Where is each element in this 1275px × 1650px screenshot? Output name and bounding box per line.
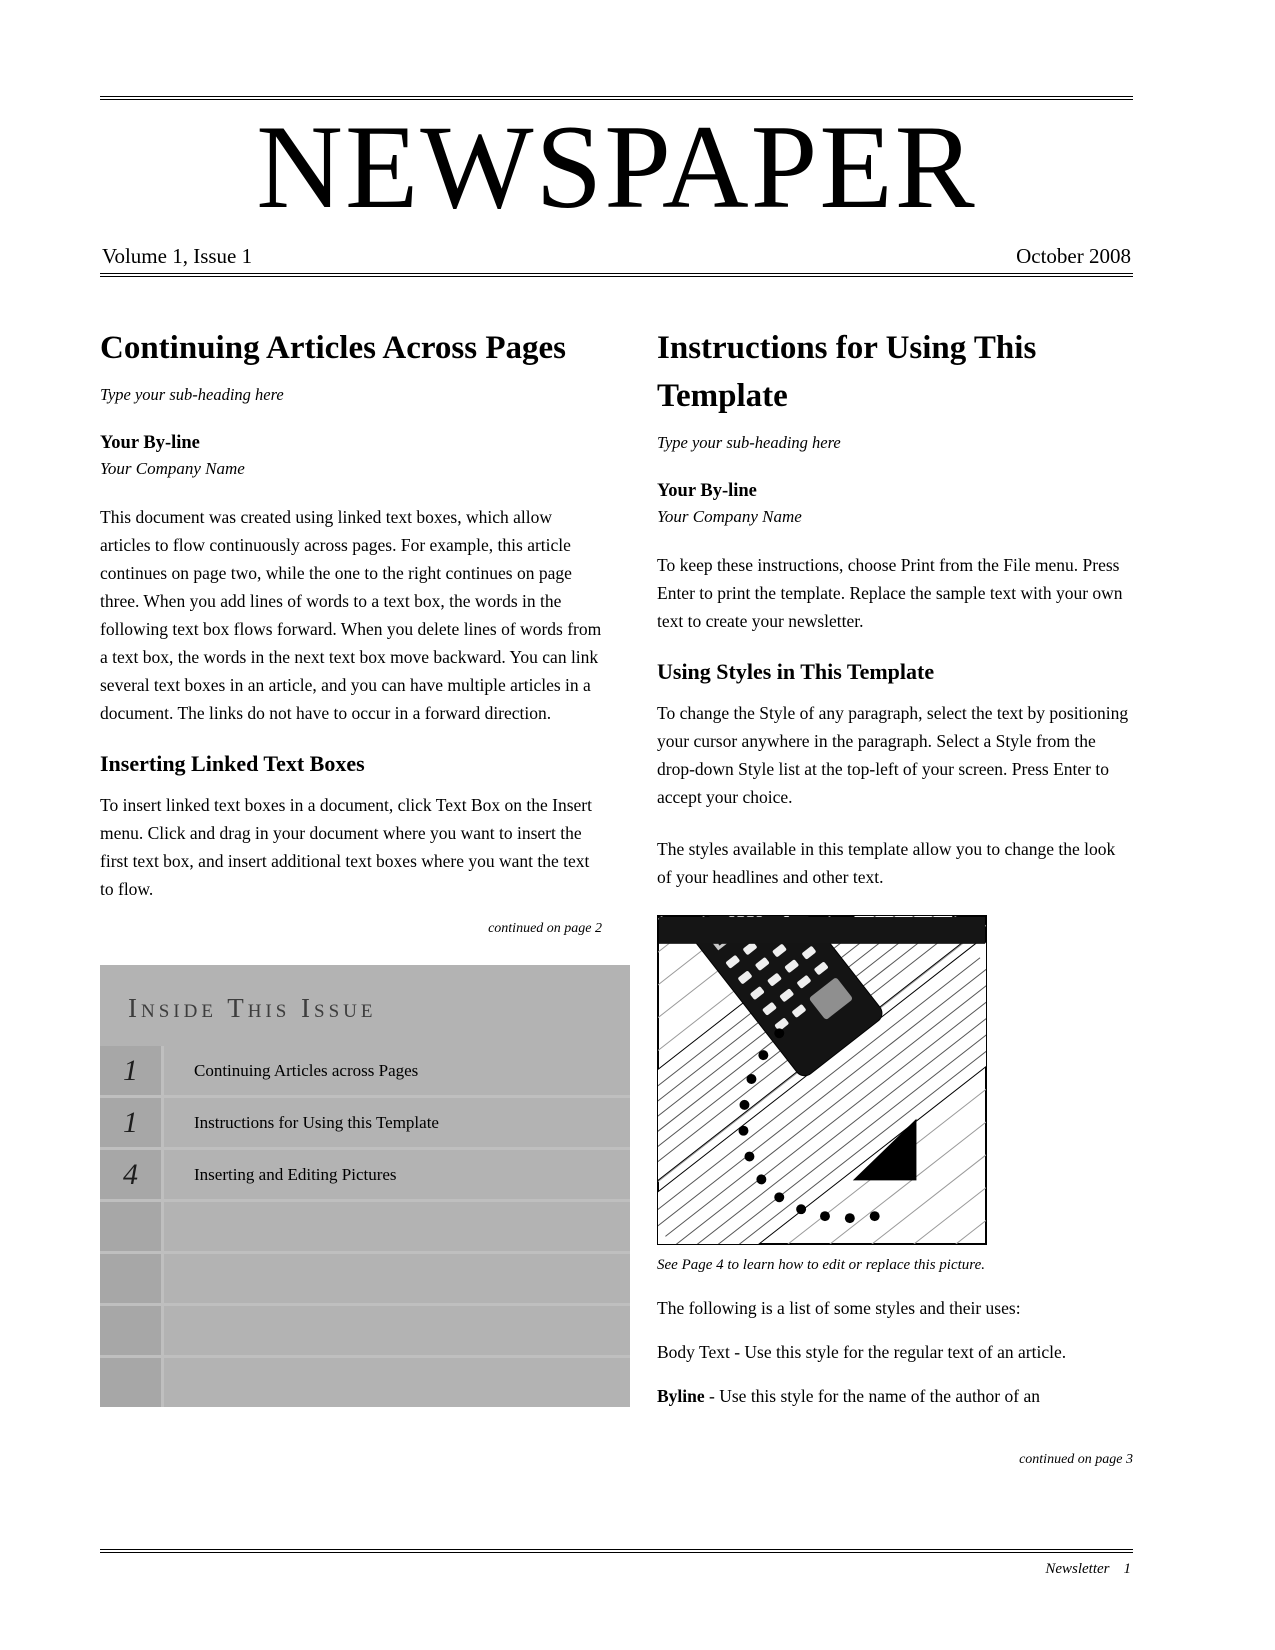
toc-page-number-empty <box>100 1306 164 1358</box>
inside-this-issue-box <box>100 965 630 1407</box>
left-article-company: Your Company Name <box>100 459 245 479</box>
style-item-byline <box>657 1382 1133 1410</box>
calculator-clipart-image <box>657 915 987 1245</box>
inside-this-issue-title: Inside This Issue <box>128 993 377 1024</box>
footer-text <box>100 1561 1133 1578</box>
footer-page-number: 1 <box>1123 1561 1131 1577</box>
style-item-body-text: Body Text - Use this style for the regular text of an article. <box>657 1342 1067 1363</box>
toc-page-number-empty <box>100 1254 164 1306</box>
toc-row-empty <box>100 1254 630 1306</box>
left-article-subheading: Type your sub-heading here <box>100 385 284 405</box>
toc-item-label-empty <box>164 1254 630 1306</box>
toc-page-number: 1 <box>100 1098 164 1150</box>
toc-page-number: 4 <box>100 1150 164 1202</box>
toc-item-label-empty <box>164 1202 630 1254</box>
right-article-byline: Your By-line <box>657 481 757 502</box>
volume-issue: Volume 1, Issue 1 <box>102 244 253 269</box>
right-article-subheading: Type your sub-heading here <box>657 433 841 453</box>
toc-item-label: Inserting and Editing Pictures <box>164 1150 630 1202</box>
page-footer <box>100 1549 1133 1578</box>
footer-newsletter-label: Newsletter <box>1045 1561 1110 1577</box>
toc-item-label: Instructions for Using this Template <box>164 1098 630 1150</box>
right-column <box>657 325 1133 1468</box>
right-article-paragraph-1: To keep these instructions, choose Print from the File menu. Press Enter to print the template. Replace the sample text with your own text to create your newsletter. <box>657 555 1123 632</box>
toc-row <box>100 1098 630 1150</box>
right-article-title: Instructions for Using This Template <box>657 330 1037 415</box>
right-article-paragraph-2: To change the Style of any paragraph, select the text by positioning your cursor anywhere in the paragraph. Select a Style from the drop-down Style list at the top-left of your screen. Press Enter to accept your choice. <box>657 703 1129 808</box>
right-article-section-heading: Using Styles in This Template <box>657 659 935 685</box>
two-column-layout <box>100 325 1133 1468</box>
toc-row-empty <box>100 1306 630 1358</box>
toc-item-label-empty <box>164 1306 630 1358</box>
toc-page-number-empty <box>100 1202 164 1254</box>
footer-rule <box>100 1549 1133 1553</box>
style-byline-rest: - Use this style for the name of the author of an <box>704 1386 1040 1407</box>
image-caption: See Page 4 to learn how to edit or replace this picture. <box>657 1257 985 1274</box>
toc-row-empty <box>100 1358 630 1407</box>
continued-on-page-3: continued on page 3 <box>1019 1452 1133 1468</box>
right-article-company: Your Company Name <box>657 507 802 527</box>
toc-item-label-empty <box>164 1358 630 1407</box>
continued-on-page-2: continued on page 2 <box>488 921 602 937</box>
left-column <box>100 325 602 1468</box>
issue-date: October 2008 <box>1016 244 1131 269</box>
toc-item-label: Continuing Articles across Pages <box>164 1046 630 1098</box>
styles-intro: The following is a list of some styles and their uses: <box>657 1298 1021 1319</box>
right-article-paragraph-3: The styles available in this template allow you to change the look of your headlines and other text. <box>657 839 1116 888</box>
masthead-title: NEWSPAPER <box>256 100 977 233</box>
left-article-byline: Your By-line <box>100 433 200 454</box>
toc-page-number: 1 <box>100 1046 164 1098</box>
style-byline-term: Byline <box>657 1386 705 1407</box>
toc-row <box>100 1046 630 1098</box>
left-article-title: Continuing Articles Across Pages <box>100 330 566 367</box>
issue-line <box>100 244 1133 273</box>
left-article-section-heading: Inserting Linked Text Boxes <box>100 751 365 777</box>
toc-row <box>100 1150 630 1202</box>
toc-page-number-empty <box>100 1358 164 1407</box>
masthead-rule <box>100 273 1133 277</box>
left-article-paragraph-1: This document was created using linked text boxes, which allow articles to flow continuously across pages. For example, this article continues on page two, while the one to the right continues on page three. When you add lines of words to a text box, the words in the following text box flows forward. When you delete lines of words from a text box, the words in the next text box move backward. You can link several text boxes in an article, and you can have multiple articles in a document. The links do not have to occur in a forward direction. <box>100 507 602 724</box>
toc-row-empty <box>100 1202 630 1254</box>
left-article-paragraph-2: To insert linked text boxes in a document, click Text Box on the Insert menu. Click and drag in your document where you want to insert the first text box, and insert additional text boxes where you want the text to flow. <box>100 795 592 900</box>
